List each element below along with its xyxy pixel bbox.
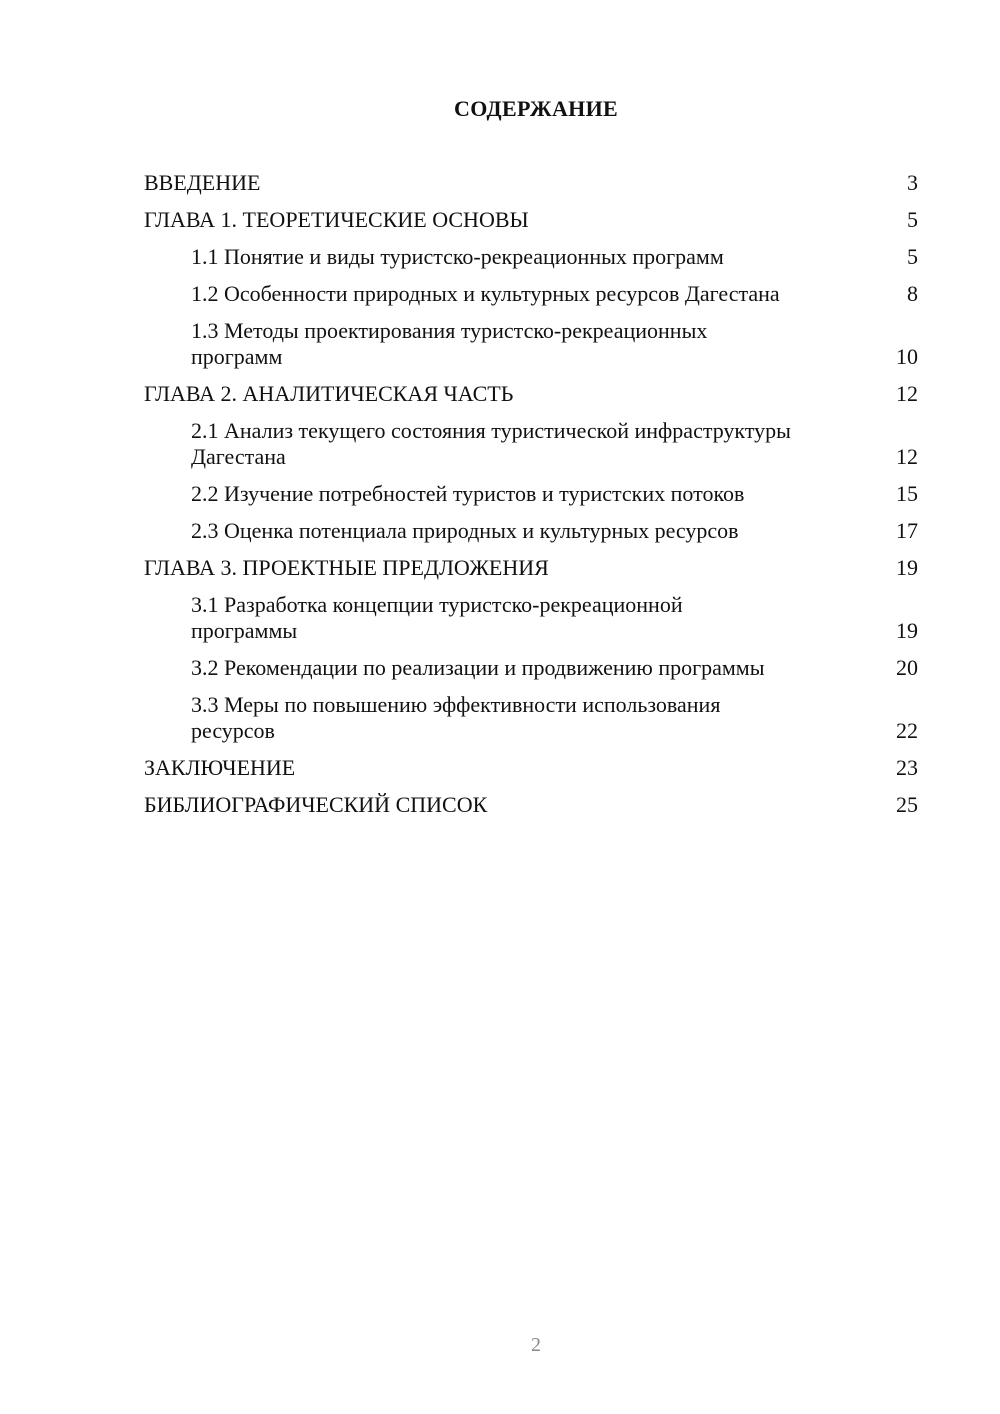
toc-entry-page: 3 xyxy=(907,170,918,195)
toc-entry-page: 5 xyxy=(907,207,918,232)
table-of-contents xyxy=(144,170,918,829)
toc-entry-label: ГЛАВА 3. ПРОЕКТНЫЕ ПРЕДЛОЖЕНИЯ xyxy=(144,555,549,580)
toc-entry-label: ЗАКЛЮЧЕНИЕ xyxy=(144,755,296,780)
toc-entry-page: 19 xyxy=(896,555,918,580)
toc-entry-section-2-2 xyxy=(144,481,918,507)
toc-entry-label: 2.3 Оценка потенциала природных и культурных ресурсов xyxy=(191,518,739,543)
toc-entry-section-2-3 xyxy=(144,518,918,544)
toc-entry-section-1-1 xyxy=(144,244,918,270)
toc-entry-label: ГЛАВА 1. ТЕОРЕТИЧЕСКИЕ ОСНОВЫ xyxy=(144,207,529,232)
toc-entry-label: 3.1 Разработка концепции туристско-рекреационной программы xyxy=(191,592,683,643)
toc-entry-page: 23 xyxy=(896,755,918,780)
toc-entry-page: 12 xyxy=(896,381,918,406)
toc-entry-label: 1.2 Особенности природных и культурных ресурсов Дагестана xyxy=(191,281,780,306)
toc-entry-section-3-3 xyxy=(144,692,918,744)
toc-entry-label: 1.1 Понятие и виды туристско-рекреационных программ xyxy=(191,244,724,269)
toc-entry-label: 3.3 Меры по повышению эффективности использования ресурсов xyxy=(191,692,721,743)
toc-entry-section-1-3 xyxy=(144,318,918,370)
toc-entry-bibliography xyxy=(144,792,918,818)
toc-entry-label: 3.2 Рекомендации по реализации и продвижению программы xyxy=(191,655,765,680)
toc-entry-chapter-1 xyxy=(144,207,918,233)
page-title: СОДЕРЖАНИЕ xyxy=(454,96,618,121)
toc-entry-page: 19 xyxy=(896,618,918,643)
page-number: 2 xyxy=(531,1334,541,1356)
toc-entry-page: 22 xyxy=(896,718,918,743)
toc-entry-page: 12 xyxy=(896,444,918,469)
toc-entry-chapter-2 xyxy=(144,381,918,407)
toc-entry-label: 2.1 Анализ текущего состояния туристической инфраструктуры Дагестана xyxy=(191,418,791,469)
toc-entry-page: 25 xyxy=(896,792,918,817)
toc-entry-page: 8 xyxy=(907,281,918,306)
toc-entry-label: БИБЛИОГРАФИЧЕСКИЙ СПИСОК xyxy=(144,792,488,817)
toc-entry-section-2-1 xyxy=(144,418,918,470)
toc-entry-section-3-2 xyxy=(144,655,918,681)
toc-entry-page: 17 xyxy=(896,518,918,543)
toc-entry-conclusion xyxy=(144,755,918,781)
toc-entry-introduction xyxy=(144,170,918,196)
toc-entry-label: 2.2 Изучение потребностей туристов и туристских потоков xyxy=(191,481,745,506)
toc-entry-label: ГЛАВА 2. АНАЛИТИЧЕСКАЯ ЧАСТЬ xyxy=(144,381,514,406)
toc-entry-section-1-2 xyxy=(144,281,918,307)
toc-entry-section-3-1 xyxy=(144,592,918,644)
toc-entry-label: ВВЕДЕНИЕ xyxy=(144,170,261,195)
toc-entry-page: 10 xyxy=(896,344,918,369)
toc-entry-chapter-3 xyxy=(144,555,918,581)
toc-entry-label: 1.3 Методы проектирования туристско-рекреационных программ xyxy=(191,318,708,369)
toc-entry-page: 15 xyxy=(896,481,918,506)
toc-entry-page: 5 xyxy=(907,244,918,269)
toc-entry-page: 20 xyxy=(896,655,918,680)
